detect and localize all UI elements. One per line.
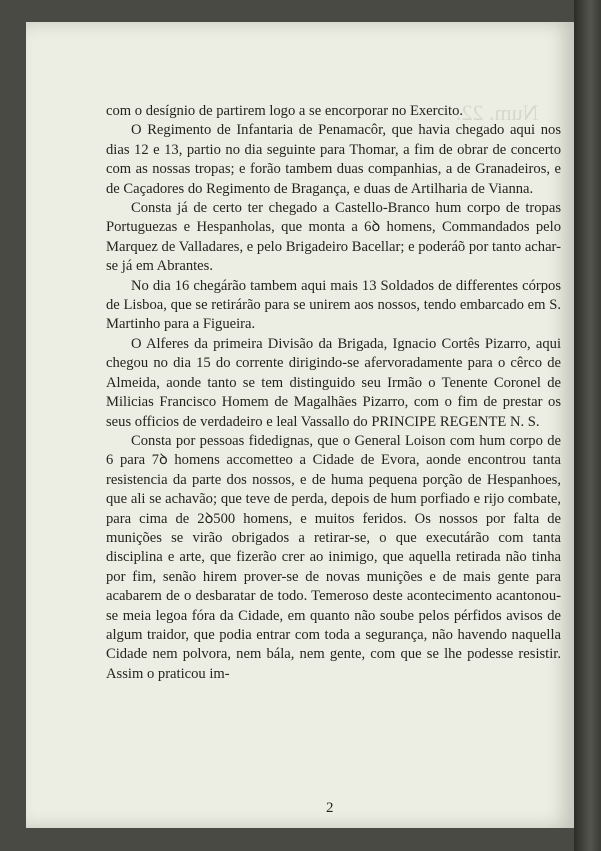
body-text xyxy=(106,102,561,684)
paragraph-4: No dia 16 chegárão tambem aqui mais 13 Soldados de differentes córpos de Lisboa, que se retirárão para se unirem aos nossos, tendo embarcado em S. Martinho para a Figueira. xyxy=(106,277,561,333)
book-spine xyxy=(574,0,601,851)
bleed-through-text: Num. 22. xyxy=(456,100,539,125)
page-number: 2 xyxy=(326,800,334,816)
paragraph-5: O Alferes da primeira Divisão da Brigada, Ignacio Cortês Pizarro, aqui chegou no dia 15 do corrente dirigindo-se afervoradamente para o cêrco de Almeida, aonde tanto se tem distinguido seu Irmão o Tenente Coronel de Milicias Francisco Homem de Magalhães Pizarro, com o fim de prestar os seus officios de verdadeiro e leal Vassallo do PRINCIPE REGENTE N. S. xyxy=(106,335,561,430)
paragraph-6: Consta por pessoas fidedignas, que o General Loison com hum corpo de 6 para 7ꝺ homens accometteo a Cidade de Evora, aonde encontrou tanta resistencia da parte dos nossos, e de huma pequena porção de Hespanhoes, que ali se achavão; que teve de perda, depois de hum porfiado e rijo combate, para cima de 2ꝺ500 homens, e muitos feridos. Os nossos por falta de munições se virão obrigados a retirar-se, o que executárão com tanta disciplina e arte, que fizerão crer ao inimigo, que aquella retirada não tinha por fim, senão hirem prover-se de novas munições e de mais gente para acabarem de o desbaratar de todo. Temeroso deste acontecimento acantonou-se meia legoa fóra da Cidade, em quanto não soube pelos pérfidos avisos de algum traidor, que podia entrar com toda a segurança, não havendo naquella Cidade nem polvora, nem bála, nem gente, com que se lhe podesse resistir. Assim o praticou im- xyxy=(106,432,561,682)
document-page xyxy=(26,22,574,828)
paragraph-2: O Regimento de Infantaria de Penamacôr, que havia chegado aqui nos dias 12 e 13, partio no dia seguinte para Thomar, a fim de obrar de concerto com as nossas tropas; e forão tambem duas companhias, a de Granadeiros, e de Caçadores do Regimento de Bragança, e duas de Artilharia de Vianna. xyxy=(106,122,561,197)
paragraph-1: com o desígnio de partirem logo a se encorporar no Exercito. xyxy=(106,103,464,119)
paragraph-3: Consta já de certo ter chegado a Castello-Branco hum corpo de tropas Portuguezas e Hespanholas, que monta a 6ꝺ homens, Commandados pelo Marquez de Valladares, e pelo Brigadeiro Bacellar; e poderáõ por tanto achar-se já em Abrantes. xyxy=(106,200,561,275)
